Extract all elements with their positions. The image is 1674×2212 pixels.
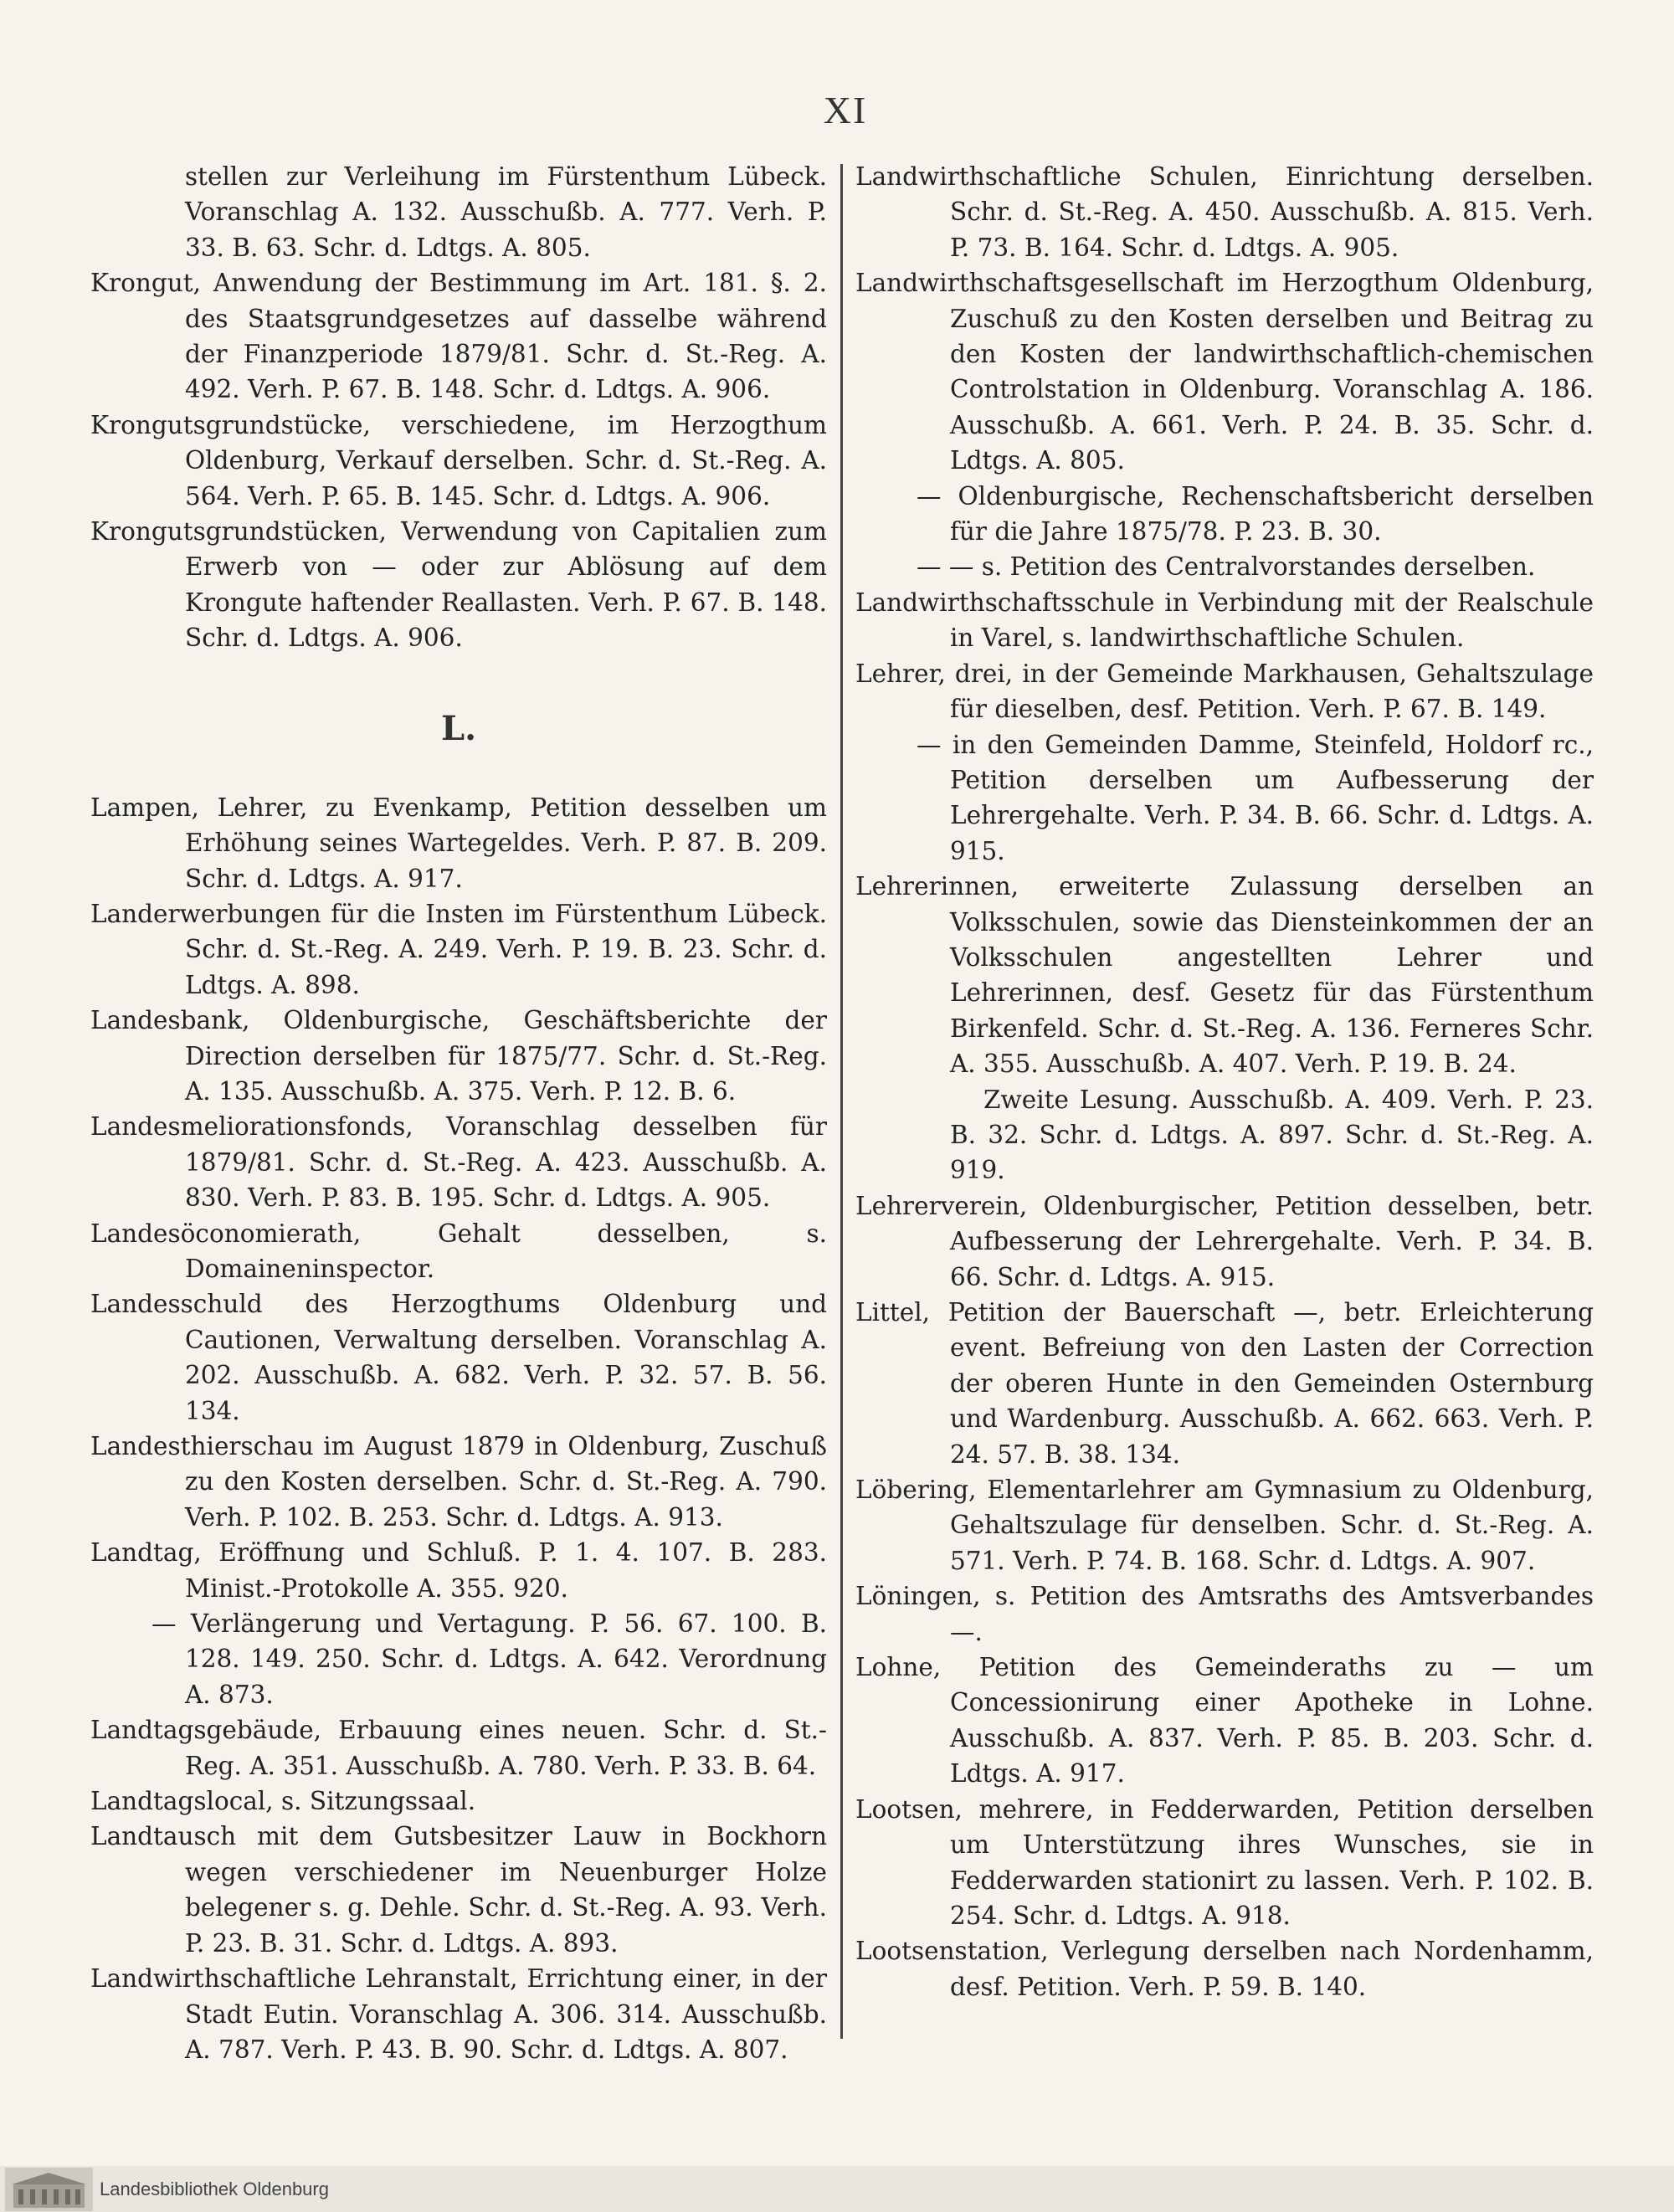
index-entry: Landtagslocal, s. Sitzungssaal. <box>90 1787 476 1816</box>
index-entry: Lehrerverein, Oldenburgischer, Petition desselben, betr. Aufbesserung der Lehrergehalte. Verh. P. 34. B. 66. Schr. d. Ldtgs. A. 915. <box>855 1191 1594 1291</box>
column-divider <box>840 164 843 2039</box>
index-entry: Lehrer, drei, in der Gemeinde Markhausen, Gehaltszulage für dieselben, desf. Petition. Verh. P. 67. B. 149. <box>855 659 1594 724</box>
library-building-icon <box>5 2168 93 2211</box>
right-column <box>855 159 1594 2004</box>
index-subentry: — — s. Petition des Centralvorstandes derselben. <box>917 552 1536 582</box>
index-entry: Landesmeliorationsfonds, Voranschlag desselben für 1879/81. Schr. d. St.-Reg. A. 423. Ausschußb. A. 830. Verh. P. 83. B. 195. Schr. d. Ldtgs. A. 905. <box>90 1112 827 1213</box>
index-entry: Lootsenstation, Verlegung derselben nach Nordenhamm, desf. Petition. Verh. P. 59. B. 140. <box>855 1937 1594 2001</box>
index-entry: Landerwerbungen für die Insten im Fürstenthum Lübeck. Schr. d. St.-Reg. A. 249. Verh. P. 19. B. 23. Schr. d. Ldtgs. A. 898. <box>90 899 827 999</box>
index-entry: Landtagsgebäude, Erbauung eines neuen. Schr. d. St.-Reg. A. 351. Ausschußb. A. 780. Verh. P. 33. B. 64. <box>90 1716 827 1780</box>
index-entry: Landwirthschaftsgesellschaft im Herzogthum Oldenburg, Zuschuß zu den Kosten derselben und Beitrag zu den Kosten der landwirthschaftlich-chemischen Controlstation in Oldenburg. Voranschlag A. 186. Ausschußb. A. 661. Verh. P. 24. B. 35. Schr. d. Ldtgs. A. 805. <box>855 269 1594 475</box>
index-subentry: — Oldenburgische, Rechenschaftsbericht derselben für die Jahre 1875/78. P. 23. B. 30. <box>917 481 1594 547</box>
index-entry: Landesthierschau im August 1879 in Oldenburg, Zuschuß zu den Kosten derselben. Schr. d. St.-Reg. A. 790. Verh. P. 102. B. 253. Schr. d. Ldtgs. A. 913. <box>90 1432 827 1532</box>
index-entry: Löningen, s. Petition des Amtsraths des Amtsverbandes —. <box>855 1582 1594 1646</box>
index-entry: Lampen, Lehrer, zu Evenkamp, Petition desselben um Erhöhung seines Wartegeldes. Verh. P. 87. B. 209. Schr. d. Ldtgs. A. 917. <box>90 793 827 893</box>
index-entry: Landtag, Eröffnung und Schluß. P. 1. 4. 107. B. 283. Minist.-Protokolle A. 355. 920. <box>90 1538 827 1603</box>
index-entry: Landesöconomierath, Gehalt desselben, s. Domaineninspector. <box>90 1219 827 1283</box>
index-entry: stellen zur Verleihung im Fürstenthum Lübeck. Voranschlag A. 132. Ausschußb. A. 777. Verh. P. 33. B. 63. Schr. d. Ldtgs. A. 805. <box>185 162 827 262</box>
library-name: Landesbibliothek Oldenburg <box>100 2178 329 2199</box>
index-entry: Landesschuld des Herzogthums Oldenburg und Cautionen, Verwaltung derselben. Voranschlag A. 202. Ausschußb. A. 682. Verh. P. 32. 57. B. 56. 134. <box>90 1290 827 1425</box>
library-footer <box>0 2166 1674 2212</box>
index-subentry: — Verlängerung und Vertagung. P. 56. 67. 100. B. 128. 149. 250. Schr. d. Ldtgs. A. 642. Verordnung A. 873. <box>151 1609 827 1709</box>
index-entry: Littel, Petition der Bauerschaft —, betr. Erleichterung event. Befreiung von den Lasten der Correction der oberen Hunte in den Gemeinden Osternburg und Wardenburg. Ausschußb. A. 662. 663. Verh. P. 24. 57. B. 38. 134. <box>855 1298 1594 1469</box>
section-letter: L. <box>440 708 477 748</box>
index-continuation: Zweite Lesung. Ausschußb. A. 409. Verh. P. 23. B. 32. Schr. d. Ldtgs. A. 897. Schr. d. St.-Reg. A. 919. <box>950 1085 1594 1185</box>
index-entry: Krongutsgrundstücke, verschiedene, im Herzogthum Oldenburg, Verkauf derselben. Schr. d. St.-Reg. A. 564. Verh. P. 65. B. 145. Schr. d. Ldtgs. A. 906. <box>90 410 827 511</box>
index-entry: Lehrerinnen, erweiterte Zulassung derselben an Volksschulen, sowie das Diensteinkommen der an Volksschulen angestellten Lehrer und Lehrerinnen, desf. Gesetz für das Fürstenthum Birkenfeld. Schr. d. St.-Reg. A. 136. Ferneres Schr. A. 355. Ausschußb. A. 407. Verh. P. 19. B. 24. <box>855 872 1594 1079</box>
index-entry: Landwirthschaftliche Lehranstalt, Errichtung einer, in der Stadt Eutin. Voranschlag A. 306. 314. Ausschußb. A. 787. Verh. P. 43. B. 90. Schr. d. Ldtgs. A. 807. <box>90 1964 827 2064</box>
index-entry: Lohne, Petition des Gemeinderaths zu — um Concessionirung einer Apotheke in Lohne. Ausschußb. A. 837. Verh. P. 85. B. 203. Schr. d. Ldtgs. A. 917. <box>855 1653 1594 1789</box>
index-entry: Löbering, Elementarlehrer am Gymnasium zu Oldenburg, Gehaltszulage für denselben. Schr. d. St.-Reg. A. 571. Verh. P. 74. B. 168. Schr. d. Ldtgs. A. 907. <box>855 1476 1594 1575</box>
index-entry: Landtausch mit dem Gutsbesitzer Lauw in Bockhorn wegen verschiedener im Neuenburger Holze belegener s. g. Dehle. Schr. d. St.-Reg. A. 93. Verh. P. 23. B. 31. Schr. d. Ldtgs. A. 893. <box>90 1822 827 1958</box>
index-entry: Lootsen, mehrere, in Fedderwarden, Petition derselben um Unterstützung ihres Wunsches, sie in Fedderwarden stationirt zu lassen. Verh. P. 102. B. 254. Schr. d. Ldtgs. A. 918. <box>855 1794 1594 1930</box>
left-column <box>90 159 827 2067</box>
index-entry: Landwirthschaftliche Schulen, Einrichtung derselben. Schr. d. St.-Reg. A. 450. Ausschußb. A. 815. Verh. P. 73. B. 164. Schr. d. Ldtgs. A. 905. <box>855 162 1594 262</box>
page-number: XI <box>823 89 868 131</box>
index-subentry: — in den Gemeinden Damme, Steinfeld, Holdorf rc., Petition derselben um Aufbesserung der Lehrergehalte. Verh. P. 34. B. 66. Schr. d. Ldtgs. A. 915. <box>917 730 1594 865</box>
index-entry: Landwirthschaftsschule in Verbindung mit der Realschule in Varel, s. landwirthschaftliche Schulen. <box>855 588 1594 653</box>
index-entry: Krongutsgrundstücken, Verwendung von Capitalien zum Erwerb von — oder zur Ablösung auf dem Krongute haftender Reallasten. Verh. P. 67. B. 148. Schr. d. Ldtgs. A. 906. <box>90 517 827 653</box>
index-entry: Krongut, Anwendung der Bestimmung im Art. 181. §. 2. des Staatsgrundgesetzes auf dasselbe während der Finanzperiode 1879/81. Schr. d. St.-Reg. A. 492. Verh. P. 67. B. 148. Schr. d. Ldtgs. A. 906. <box>90 269 827 404</box>
index-entry: Landesbank, Oldenburgische, Geschäftsberichte der Direction derselben für 1875/77. Schr. d. St.-Reg. A. 135. Ausschußb. A. 375. Verh. P. 12. B. 6. <box>90 1006 827 1106</box>
